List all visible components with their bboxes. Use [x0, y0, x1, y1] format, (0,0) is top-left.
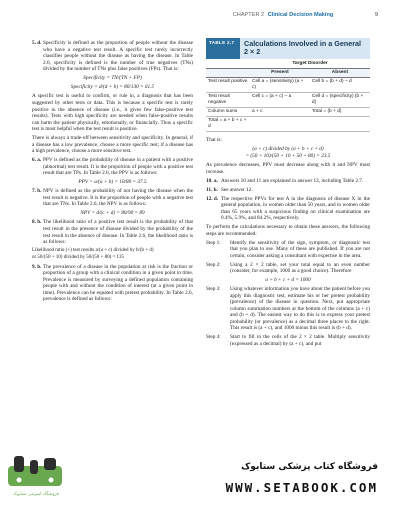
answer-number: 8. b.	[32, 219, 42, 226]
table-row	[206, 77, 370, 92]
answer-11	[206, 187, 370, 194]
answer-number: 12. d.	[206, 195, 219, 202]
answer-12	[206, 196, 370, 222]
table-cell: Cell a = (sensitivity) (a + c)	[250, 77, 310, 92]
logo-caption: فروشگاه اینترنتی ستاپوک	[13, 492, 59, 497]
table-cell: Total = (b + d)	[310, 107, 370, 116]
row-label: Test result negative	[206, 92, 250, 107]
table-corner	[206, 68, 250, 77]
answer-number: 10. a.	[206, 177, 218, 184]
step-4	[206, 334, 370, 347]
paragraph: There is always a trade-off between sensitivity and specificity. In general, if a disease has a low prevalence, choose a more specific test; if a disease has a high prevalence, choose a more sensitive test.	[32, 135, 193, 155]
step-text: Start to fill in the cells of the 2 × 2 table. Multiply sensitivity (expressed as a decimal) by (a + c), and put	[230, 334, 370, 347]
paragraph: As prevalence decreases, PPV must decrease along with it and NPV must increase.	[206, 162, 370, 175]
answer-text: PPV is defined as the probability of disease in a patient with a positive (abnormal) test result. It is the proportion of people with a positive test result that are TPs. In Table 2.6, the PPV is as follows:	[43, 157, 193, 177]
answer-6	[32, 157, 193, 177]
step-3	[206, 286, 370, 332]
answer-8	[32, 219, 193, 245]
calculation-table	[206, 60, 370, 132]
left-column	[32, 40, 193, 305]
watermark-banner	[0, 442, 400, 512]
answer-text: Answers 10 and 11 are explained in answer 12, including Table 2.7.	[221, 177, 364, 184]
equation: NPV = d/(c + d) = 80/90 = 89	[80, 210, 145, 217]
answer-number: 6. a.	[32, 157, 42, 164]
table-heading	[206, 38, 370, 59]
equation: Specificity = TN/(TN + FP)	[83, 75, 142, 82]
table-2-7	[206, 38, 370, 132]
step-2	[206, 262, 370, 275]
answer-text: Specificity is defined as the proportion of people without the disease who have a negative test result. A specific test rarely incorrectly classifies people without the disease as having the disease. In Table 2.6, specificity is defined is the number of true negatives (TNs) divided by the number of TNs plus false positives (FPs). That is:	[43, 40, 193, 73]
answer-text: The likelihood ratio of a positive test result is the probability of that test result in the presence of disease divided by the probability of the test result in the absence of disease. In Table 2.6, the likelihood ratio is as follows:	[43, 219, 193, 246]
row-label: Test result positive	[206, 77, 250, 92]
equation: Specificity = d/(d + b) = 80/130 = 61.5	[70, 84, 155, 91]
step-label: Step 1:	[206, 239, 221, 246]
row-label: Total = a + b + c + d	[206, 116, 250, 131]
answer-number: 5. d.	[32, 40, 42, 46]
table-corner	[206, 60, 250, 69]
table-tag: TABLE 2.7	[206, 38, 240, 59]
paragraph: To perform the calculations necessary to obtain these answers, the following steps are recommended:	[206, 224, 370, 237]
equation: a + b + c + d = 1000	[265, 276, 311, 283]
step-label: Step 3:	[206, 286, 221, 293]
step-1	[206, 240, 370, 260]
table-cell	[250, 116, 310, 131]
table-cell: Cell b = (b + d) − d	[310, 77, 370, 92]
row-label: Column sums	[206, 107, 250, 116]
equation: (a + c) divided by (a + b + c + d)	[252, 145, 324, 152]
answer-number: 9. b.	[32, 263, 42, 270]
step-label: Step 4:	[206, 334, 221, 341]
table-row	[206, 92, 370, 107]
paragraph: A specific test is useful to confirm, or rule in, a diagnosis that has been suggested by other tests or data. This is because a specific test is rarely positive in the absence of disease (i.e., it gives few false-positive test results). Tests with high specificity are needed when false-positive results can harm the patient physically, emotionally, or financially. Thus a specific test is most helpful when the test result is positive.	[32, 93, 193, 133]
running-header	[233, 12, 378, 18]
answer-number: 7. b.	[32, 188, 42, 195]
equation: = (50 + 10)/(50 + 10 + 50 + 80) = 23.5	[245, 153, 331, 160]
chapter-title: Clinical Decision Making	[267, 12, 334, 18]
table-cell	[310, 116, 370, 131]
table-row	[206, 107, 370, 116]
answer-text: See answer 12.	[221, 186, 253, 193]
col-absent-header: Absent	[310, 68, 370, 77]
answer-7	[32, 188, 193, 208]
answer-number: 11. b.	[206, 186, 218, 193]
website-url: WWW.SETABOOK.COM	[225, 480, 378, 495]
step-label: Step 2:	[206, 261, 221, 268]
paragraph: That is:	[206, 136, 222, 143]
setabook-logo-mark	[6, 452, 64, 492]
table-title: Calculations Involved in a General 2 × 2	[240, 38, 370, 59]
step-text: Using whatever information you have about the patient before you apply this diagnostic test, estimate his or her pretest probability (prevalence) of the disease in question. Next, put appropriate column summation numbers at the bottom of the columns (a + c) and (b + d). The easiest way to do this is to express your pretest probability (or prevalence) as a decimal three places to the right. This result is (a + c), and 1000 minus this result is (b + d).	[230, 286, 370, 332]
store-name: فروشگاه کتاب پزشکی ستابوک	[241, 462, 378, 472]
answer-10	[206, 178, 370, 185]
answer-text: The respective PPVs for test A in the diagnosis of disease X in the general population, in women older than 50 years, and in women older than 65 years with a suspicious finding on clinical examination are 0.4%, 5.9%, and 84.2%, respectively.	[221, 195, 370, 222]
answer-text: The prevalence of a disease in the population at risk is the fraction or proportion of a group with a clinical condition in a given point in time. Prevalence is measured by surveying a defined population containing people with and without the condition of interest (at a given point in time). Prevalence can be equated with pretest probability. In Table 2.6, prevalence is defined as follows:	[43, 263, 193, 303]
page-number: 9	[374, 12, 378, 18]
answer-text: NPV is defined as the probability of not having the disease when the test result is negative. It is the proportion of people with a negative test that are TNs. In Table 2.6, the NPV is as follows:	[43, 188, 193, 208]
answer-9	[32, 264, 193, 303]
table-row	[206, 116, 370, 131]
step-text: Identify the sensitivity of the sign, symptom, or diagnostic test that you plan to use. Many of these are published. If you are not certain, consider asking a consultant with expertise in the area.	[230, 239, 370, 259]
setabook-logo	[6, 452, 64, 494]
equation: PPV = a/(a + b) = 10/80 = 37.5	[78, 179, 147, 186]
right-column	[206, 38, 370, 349]
table-cell: Cell d = (specificity) (b + d)	[310, 92, 370, 107]
step-text: Using a 2 × 2 table, set your total equal to an even number (consider, for example, 1000 as a good choice). Therefore	[230, 261, 370, 275]
col-present-header: Present	[250, 68, 310, 77]
equation: Likelihood ratio (+) test results a/(a + c) divided by b/(b + d)	[32, 248, 154, 254]
answer-5	[32, 40, 193, 73]
chapter-label: CHAPTER 2	[232, 12, 265, 18]
table-cell: a + c	[250, 107, 310, 116]
equation: or 50/(50 + 10) divided by 50/(50 + 80) = 135	[32, 254, 125, 260]
table-target-header: Target Disorder	[250, 60, 370, 69]
table-cell: Cell c = (a + c) − a	[250, 92, 310, 107]
